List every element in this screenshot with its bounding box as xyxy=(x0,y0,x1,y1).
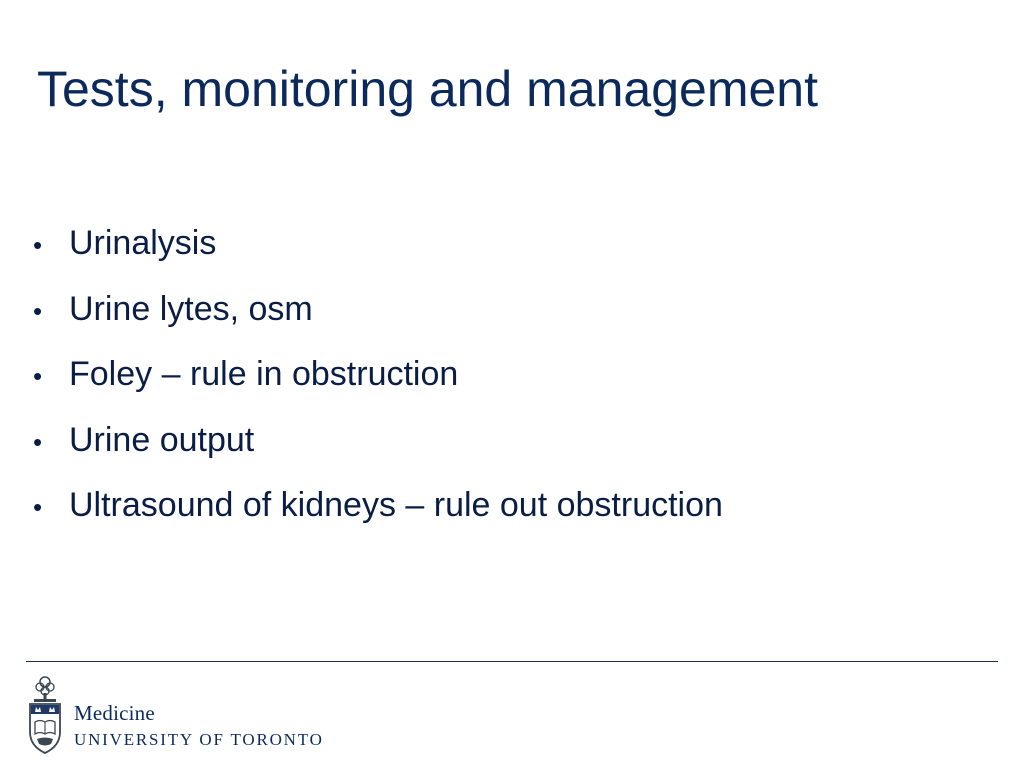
logo-line-medicine: Medicine xyxy=(74,701,155,725)
footer-divider xyxy=(26,661,998,662)
slide-title: Tests, monitoring and management xyxy=(37,61,818,117)
list-item xyxy=(33,347,723,413)
list-item xyxy=(33,413,723,479)
logo-line-university: UNIVERSITY OF TORONTO xyxy=(74,730,324,749)
footer-logo xyxy=(27,674,324,756)
bullet-text: Foley – rule in obstruction xyxy=(69,355,459,393)
bullet-icon: • xyxy=(33,426,43,457)
bullet-icon: • xyxy=(33,492,43,522)
university-crest-icon xyxy=(27,674,63,756)
bullet-icon: • xyxy=(33,361,43,391)
bullet-icon: • xyxy=(33,295,43,326)
bullet-text: Urine output xyxy=(69,420,255,459)
bullet-list xyxy=(33,216,723,544)
list-item xyxy=(33,282,723,348)
bullet-text: Ultrasound of kidneys – rule out obstruction xyxy=(69,486,723,524)
list-item xyxy=(33,216,723,282)
bullet-text: Urine lytes, osm xyxy=(69,289,313,328)
list-item xyxy=(33,478,723,544)
bullet-icon: • xyxy=(33,230,43,260)
bullet-text: Urinalysis xyxy=(69,224,217,262)
university-wordmark xyxy=(74,702,324,750)
